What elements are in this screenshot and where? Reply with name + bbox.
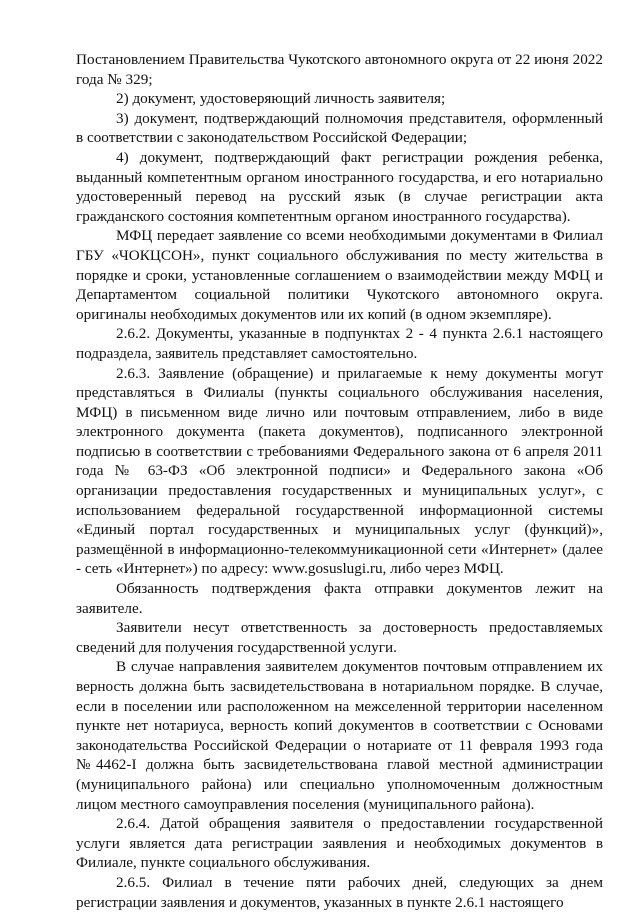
paragraph: 2.6.4. Датой обращения заявителя о предоставлении государственной услуги является дата регистрации заявления и необходимых документов в Филиале, пункте социального обслуживания. <box>76 815 603 872</box>
paragraph: МФЦ передает заявление со всеми необходимыми документами в Филиал ГБУ «ЧОКЦСОН», пункт социального обслуживания по месту жительства в порядке и сроки, установленные соглашением о взаимодействии между МФЦ и Департаментом социальной политики Чукотского автономного округа. оригиналы необходимых документов или их копий (в одном экземпляре). <box>76 227 603 323</box>
paragraph: В случае направления заявителем документов почтовым отправлением их верность должна быть засвидетельствована в нотариальном порядке. В случае, если в поселении или расположенном на межселенной территории населенном пункте нет нотариуса, верность копий документов в соответствии с Основами законодательства Российской Федерации о нотариате от 11 февраля 1993 года №4462-I должна быть засвидетельствована главой местной администрации (муниципального района) или специально уполномоченным должностным лицом местного самоуправления поселения (муниципального района). <box>76 658 603 813</box>
document-page <box>76 50 603 912</box>
paragraph: Постановлением Правительства Чукотского автономного округа от 22 июня 2022 года № 329; <box>76 51 603 88</box>
paragraph: 2.6.5. Филиал в течение пяти рабочих дней, следующих за днем регистрации заявления и документов, указанных в пункте 2.6.1 настоящего <box>76 873 603 911</box>
paragraph: 2) документ, удостоверяющий личность заявителя; <box>116 90 446 108</box>
paragraph: Обязанность подтверждения факта отправки документов лежит на заявителе. <box>76 580 603 617</box>
paragraph: 2.6.2. Документы, указанные в подпунктах 2 - 4 пункта 2.6.1 настоящего подраздела, заявитель представляет самостоятельно. <box>76 325 603 362</box>
paragraph: 4) документ, подтверждающий факт регистрации рождения ребенка, выданный компетентным органом иностранного государства, и его нотариально удостоверенный перевод на русский язык (в случае регистрации акта гражданского состояния компетентным органом иностранного государства). <box>76 148 603 225</box>
paragraph: 2.6.3. Заявление (обращение) и прилагаемые к нему документы могут представляться в Филиалы (пункты социального обслуживания населения, МФЦ) в письменном виде лично или почтовым отправлением, либо в виде электронного документа (пакета документов), подписанного электронной подписью в соответствии с требованиями Федерального закона от 6 апреля 2011 года № 63-ФЗ «Об электронной подписи» и Федерального закона «Об организации предоставления государственных и муниципальных услуг», с использованием федеральной государственной информационной системы «Единый портал государственных и муниципальных услуг (функций)», размещённой в информационно-телекоммуникационной сети «Интернет» (далее - сеть «Интернет») по адресу: www.gosuslugi.ru, либо через МФЦ. <box>76 364 603 578</box>
paragraph: 3) документ, подтверждающий полномочия представителя, оформленный в соответствии с законодательством Российской Федерации; <box>76 109 603 147</box>
paragraph: Заявители несут ответственность за достоверность предоставляемых сведений для получения государственной услуги. <box>76 619 603 656</box>
